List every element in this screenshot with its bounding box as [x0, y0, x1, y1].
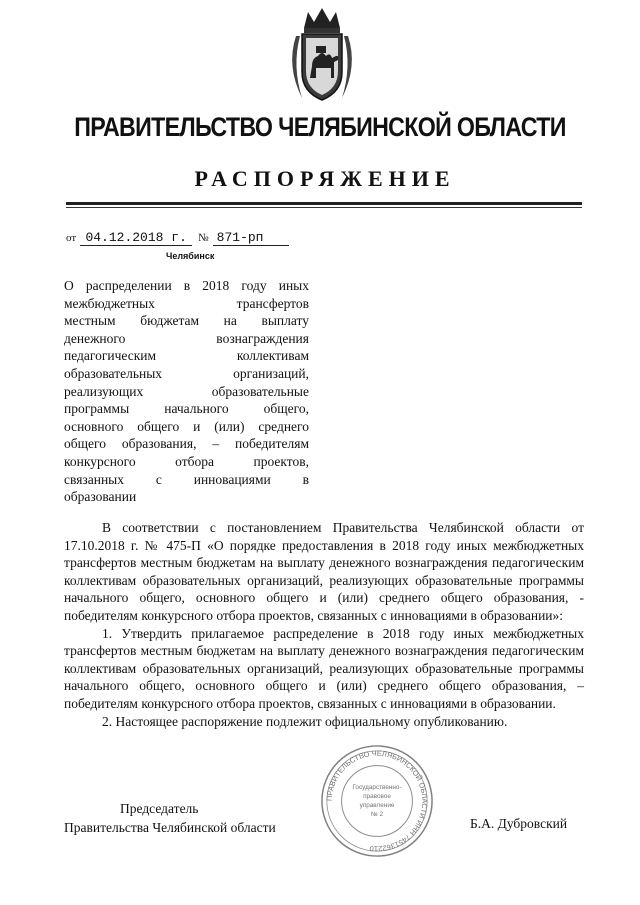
svg-text:ПРАВИТЕЛЬСТВО ЧЕЛЯБИНСКОЙ ОБЛА: ПРАВИТЕЛЬСТВО ЧЕЛЯБИНСКОЙ ОБЛАСТИ ИНН 7451362210	[324, 748, 430, 854]
coat-of-arms-icon	[282, 6, 362, 106]
document-type: РАСПОРЯЖЕНИЕ	[194, 166, 456, 191]
subject-line: педагогическим коллективам	[64, 348, 309, 364]
date-number-line	[66, 230, 289, 250]
subject-line: связанных с инновациями в	[64, 471, 309, 487]
official-stamp-icon	[318, 742, 436, 860]
subject-line: общего образования, – победителям	[64, 436, 309, 452]
signatory-name: Б.А. Дубровский	[470, 816, 568, 831]
subject-line: образовании	[64, 489, 137, 505]
document-number: 871-рп	[213, 230, 289, 246]
city-label: Челябинск	[166, 251, 215, 261]
position-line-2: Правительства Челябинской области	[64, 820, 276, 835]
date-prefix: от	[66, 232, 77, 244]
header-divider-thin	[66, 207, 582, 208]
svg-text:№ 2: № 2	[370, 810, 384, 818]
svg-text:управление: управление	[359, 801, 395, 809]
preamble-paragraph: В соответствии с постановлением Правительства Челябинской области от 17.10.2018 г. № 475-П «О порядке предоставления в 2018 году иных межбюджетных трансфертов местным бюджетам на выплату денежного вознаграждения педагогическим коллективам образовательных организаций, реализующих образовательные программы начального общего, основного общего и (или) среднего общего образования, - победителям конкурсного отбора проектов, связанных с инновациями в образовании»:	[64, 520, 584, 623]
svg-text:Государственно-: Государственно-	[352, 784, 402, 792]
government-title: ПРАВИТЕЛЬСТВО ЧЕЛЯБИНСКОЙ ОБЛАСТИ	[74, 112, 566, 142]
subject-line: конкурсного отбора проектов,	[64, 453, 309, 469]
document-subject	[64, 277, 309, 506]
document-date: 04.12.2018 г.	[80, 230, 192, 246]
subject-line: денежного вознаграждения	[64, 330, 309, 346]
signatory-position	[64, 799, 314, 837]
subject-line: основного общего и (или) среднего	[64, 418, 309, 434]
subject-line: местным бюджетам на выплату	[64, 313, 309, 329]
number-prefix: №	[198, 232, 209, 244]
subject-line: О распределении в 2018 году иных	[64, 278, 309, 293]
item-2-paragraph: 2. Настоящее распоряжение подлежит официальному опубликованию.	[102, 713, 508, 729]
subject-line: программы начального общего,	[64, 401, 309, 417]
header-divider	[66, 202, 582, 205]
item-1-paragraph: 1. Утвердить прилагаемое распределение в 2018 году иных межбюджетных трансфертов местным бюджетам на выплату денежного вознаграждения педагогическим коллективам образовательных организаций, реализующих образовательные программы начального общего, основного общего и (или) среднего общего образования, – победителям конкурсного отбора проектов, связанных с инновациями в образовании.	[64, 625, 584, 711]
subject-line: реализующих образовательные	[64, 383, 309, 399]
subject-line: межбюджетных трансфертов	[64, 295, 309, 311]
svg-text:правовое: правовое	[363, 793, 391, 801]
position-line-1: Председатель	[120, 801, 199, 816]
subject-line: образовательных организаций,	[64, 365, 309, 381]
document-body	[64, 519, 584, 730]
